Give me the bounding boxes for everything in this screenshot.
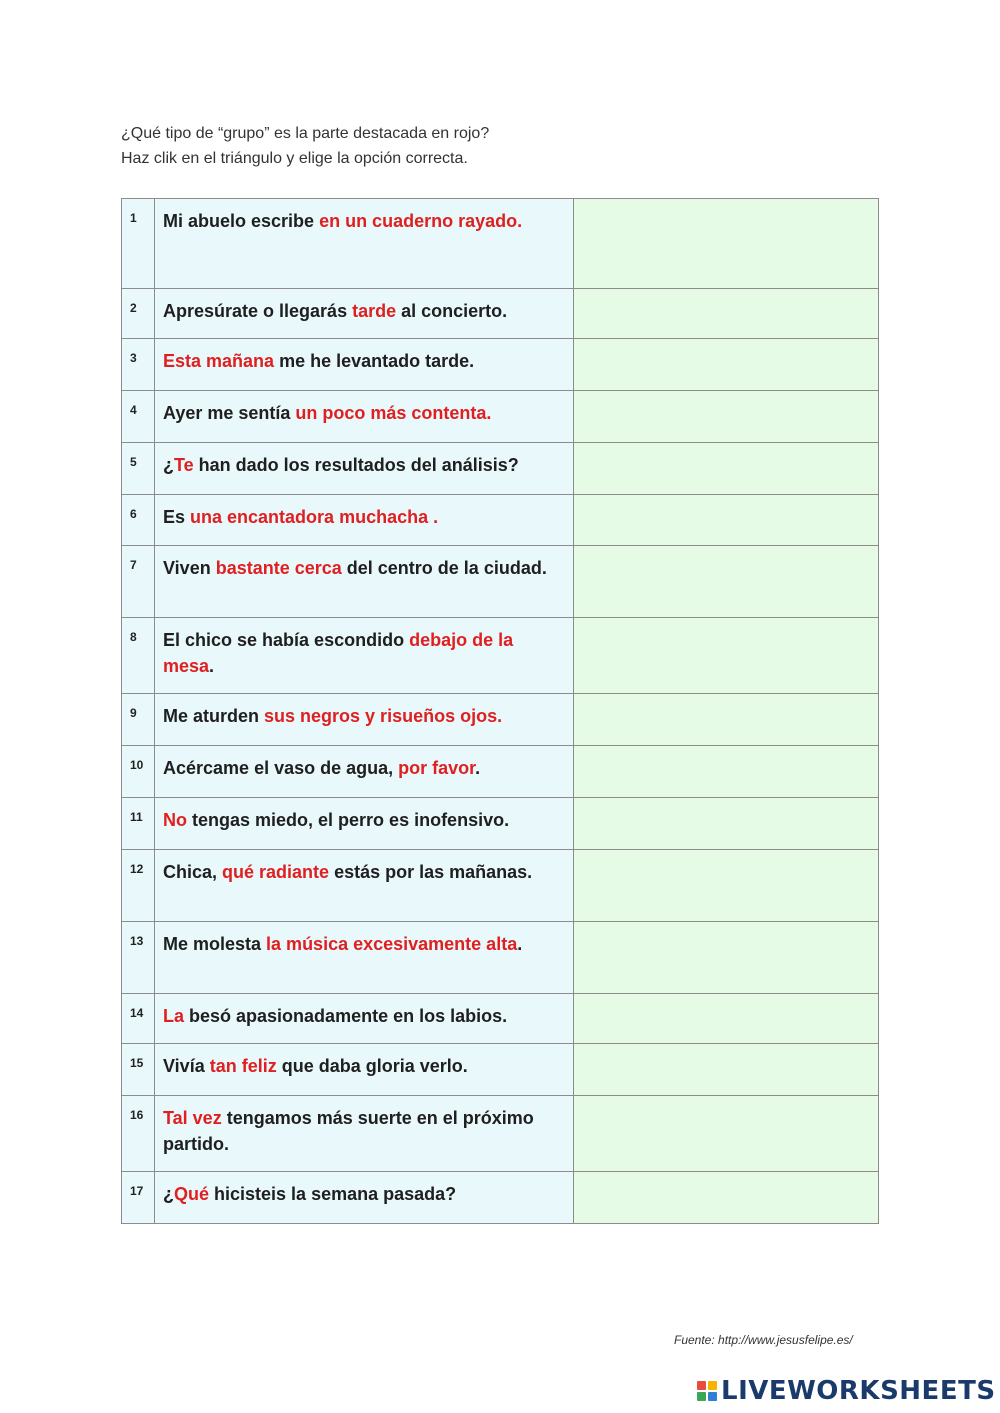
sentence-cell xyxy=(155,1172,574,1224)
table-row xyxy=(122,443,879,495)
sentence-text: del centro de la ciudad. xyxy=(341,558,547,578)
answer-cell[interactable] xyxy=(574,694,879,746)
instructions-line-1: ¿Qué tipo de “grupo” es la parte destacada en rojo? xyxy=(121,125,490,142)
table-row xyxy=(122,746,879,798)
table-row xyxy=(122,495,879,546)
row-number: 3 xyxy=(122,339,155,391)
table-row xyxy=(122,339,879,391)
sentence-cell xyxy=(155,798,574,850)
sentence-text: me he levantado tarde. xyxy=(274,351,475,371)
row-number: 17 xyxy=(122,1172,155,1224)
sentence-text: Chica, xyxy=(163,862,223,882)
liveworksheets-logo xyxy=(697,1376,996,1406)
answer-cell[interactable] xyxy=(574,1096,879,1172)
highlighted-group: La xyxy=(163,1006,185,1026)
sentence-text: al concierto. xyxy=(396,301,508,321)
sentence-text: tengas miedo, el perro es inofensivo. xyxy=(187,810,510,830)
highlighted-group: qué radiante xyxy=(222,862,330,882)
row-number: 8 xyxy=(122,618,155,694)
answer-cell[interactable] xyxy=(574,199,879,289)
table-row xyxy=(122,1044,879,1096)
answer-cell[interactable] xyxy=(574,339,879,391)
sentence-cell xyxy=(155,199,574,289)
sentence-cell xyxy=(155,694,574,746)
sentence-text: . xyxy=(517,934,523,954)
row-number: 12 xyxy=(122,850,155,922)
table-row xyxy=(122,546,879,618)
row-number: 2 xyxy=(122,289,155,339)
sentence-text: Es xyxy=(163,507,191,527)
highlighted-group: una encantadora muchacha . xyxy=(190,507,439,527)
row-number: 11 xyxy=(122,798,155,850)
sentence-text: Me aturden xyxy=(163,706,265,726)
sentence-text: . xyxy=(209,656,215,676)
answer-cell[interactable] xyxy=(574,850,879,922)
sentence-text: estás por las mañanas. xyxy=(329,862,533,882)
highlighted-group: Esta mañana xyxy=(163,351,275,371)
table-row xyxy=(122,618,879,694)
sentence-cell xyxy=(155,339,574,391)
sentence-text: Me molesta xyxy=(163,934,267,954)
answer-cell[interactable] xyxy=(574,443,879,495)
instructions xyxy=(121,121,489,171)
logo-text: LIVEWORKSHEETS xyxy=(721,1376,996,1406)
table-row xyxy=(122,994,879,1044)
row-number: 13 xyxy=(122,922,155,994)
table-row xyxy=(122,850,879,922)
sentence-cell xyxy=(155,618,574,694)
table-row xyxy=(122,922,879,994)
row-number: 16 xyxy=(122,1096,155,1172)
sentence-text: Viven xyxy=(163,558,216,578)
answer-cell[interactable] xyxy=(574,391,879,443)
sentence-cell xyxy=(155,850,574,922)
sentence-cell xyxy=(155,1044,574,1096)
sentence-cell xyxy=(155,391,574,443)
sentence-cell xyxy=(155,546,574,618)
highlighted-group: bastante cerca xyxy=(215,558,342,578)
row-number: 5 xyxy=(122,443,155,495)
highlighted-group: por favor xyxy=(398,758,476,778)
table-row xyxy=(122,694,879,746)
liveworksheets-logo-icon xyxy=(697,1381,717,1401)
sentence-cell xyxy=(155,922,574,994)
row-number: 9 xyxy=(122,694,155,746)
highlighted-group: sus negros y risueños ojos. xyxy=(264,706,503,726)
highlighted-group: Te xyxy=(174,455,194,475)
highlighted-group: la música excesivamente alta xyxy=(266,934,518,954)
sentence-text: besó apasionadamente en los labios. xyxy=(184,1006,508,1026)
row-number: 7 xyxy=(122,546,155,618)
sentence-text: Acércame el vaso de agua, xyxy=(163,758,399,778)
table-row xyxy=(122,1172,879,1224)
sentence-cell xyxy=(155,994,574,1044)
answer-cell[interactable] xyxy=(574,922,879,994)
answer-cell[interactable] xyxy=(574,289,879,339)
sentence-text: Apresúrate o llegarás xyxy=(163,301,353,321)
sentence-text: hicisteis la semana pasada? xyxy=(209,1184,457,1204)
row-number: 15 xyxy=(122,1044,155,1096)
exercise-table xyxy=(121,198,879,1224)
sentence-cell xyxy=(155,1096,574,1172)
answer-cell[interactable] xyxy=(574,1172,879,1224)
answer-cell[interactable] xyxy=(574,994,879,1044)
highlighted-group: No xyxy=(163,810,187,830)
sentence-text: Vivía xyxy=(163,1056,210,1076)
answer-cell[interactable] xyxy=(574,1044,879,1096)
table-row xyxy=(122,1096,879,1172)
instructions-line-2: Haz clik en el triángulo y elige la opción correcta. xyxy=(121,150,468,167)
row-number: 10 xyxy=(122,746,155,798)
sentence-text: . xyxy=(475,758,481,778)
answer-cell[interactable] xyxy=(574,746,879,798)
sentence-text: tengamos más suerte en el próximo partido. xyxy=(163,1108,534,1154)
highlighted-group: debajo de la mesa xyxy=(163,630,514,676)
row-number: 6 xyxy=(122,495,155,546)
answer-cell[interactable] xyxy=(574,618,879,694)
highlighted-group: en un cuaderno rayado. xyxy=(319,211,523,231)
sentence-text: Mi abuelo escribe xyxy=(163,211,320,231)
highlighted-group: Qué xyxy=(174,1184,210,1204)
table-row xyxy=(122,798,879,850)
answer-cell[interactable] xyxy=(574,495,879,546)
table-row xyxy=(122,289,879,339)
sentence-text: que daba gloria verlo. xyxy=(276,1056,468,1076)
table-row xyxy=(122,391,879,443)
sentence-text: han dado los resultados del análisis? xyxy=(193,455,519,475)
table-row xyxy=(122,199,879,289)
answer-cell[interactable] xyxy=(574,798,879,850)
highlighted-group: Tal vez xyxy=(163,1108,222,1128)
answer-cell[interactable] xyxy=(574,546,879,618)
sentence-text: Ayer me sentía xyxy=(163,403,296,423)
highlighted-group: tan feliz xyxy=(209,1056,277,1076)
highlighted-group: tarde xyxy=(352,301,397,321)
row-number: 1 xyxy=(122,199,155,289)
row-number: 14 xyxy=(122,994,155,1044)
sentence-cell xyxy=(155,289,574,339)
sentence-cell xyxy=(155,495,574,546)
row-number: 4 xyxy=(122,391,155,443)
source-credit: Fuente: http://www.jesusfelipe.es/ xyxy=(674,1333,853,1347)
sentence-text: ¿ xyxy=(163,1184,174,1204)
highlighted-group: un poco más contenta. xyxy=(295,403,492,423)
sentence-text: El chico se había escondido xyxy=(163,630,410,650)
sentence-cell xyxy=(155,746,574,798)
sentence-text: ¿ xyxy=(163,455,174,475)
sentence-cell xyxy=(155,443,574,495)
